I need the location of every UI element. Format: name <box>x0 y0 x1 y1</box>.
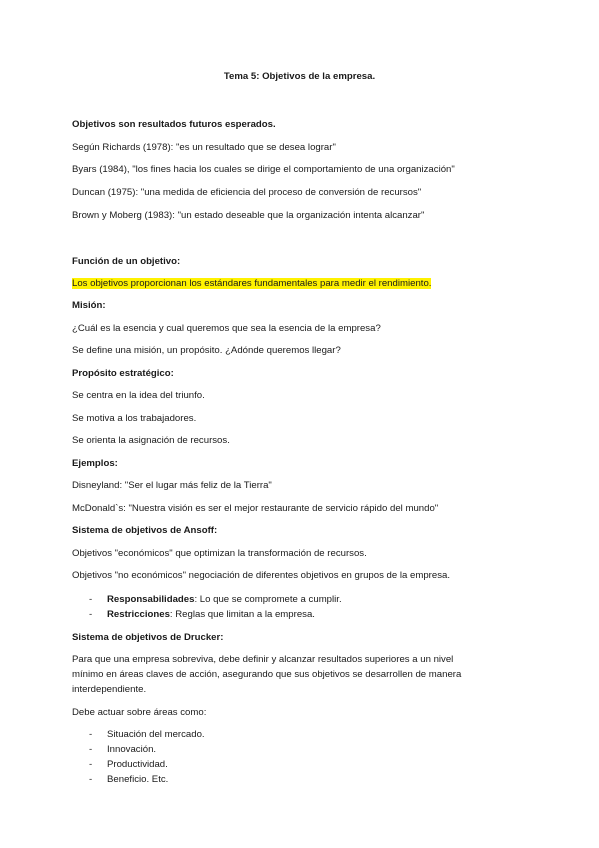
mision-heading: Misión: <box>72 300 106 311</box>
bullet-marker: - <box>89 729 93 740</box>
drucker-paragraph-line: interdependiente. <box>72 684 147 695</box>
bullet-marker: - <box>89 759 93 770</box>
ejemplo-line: Disneyland: "Ser el lugar más feliz de la Tierra" <box>72 480 272 491</box>
proposito-line: Se motiva a los trabajadores. <box>72 413 197 424</box>
bullet-desc: : Lo que se compromete a cumplir. <box>194 594 342 605</box>
bullet-desc: : Reglas que limitan a la empresa. <box>169 609 315 620</box>
bullet-marker: - <box>89 744 93 755</box>
drucker-area-item: Situación del mercado. <box>107 729 205 740</box>
definition-line: Brown y Moberg (1983): "un estado deseable que la organización intenta alcanzar" <box>72 210 425 221</box>
ejemplo-line: McDonald`s: "Nuestra visión es ser el mejor restaurante de servicio rápido del mundo" <box>72 503 439 514</box>
ansoff-line: Objetivos "económicos" que optimizan la transformación de recursos. <box>72 548 367 559</box>
page-title: Tema 5: Objetivos de la empresa. <box>223 71 376 82</box>
mision-line: Se define una misión, un propósito. ¿Adónde queremos llegar? <box>72 345 341 356</box>
ansoff-bullet <box>107 593 342 606</box>
definition-line: Byars (1984), "los fines hacia los cuales se dirige el comportamiento de una organización" <box>72 164 455 175</box>
bullet-term: Restricciones <box>107 609 170 620</box>
proposito-heading: Propósito estratégico: <box>72 368 174 379</box>
drucker-areas-intro: Debe actuar sobre áreas como: <box>72 707 207 718</box>
highlight-text: Los objetivos proporcionan los estándares fundamentales para medir el rendimiento. <box>72 278 432 289</box>
proposito-line: Se centra en la idea del triunfo. <box>72 390 205 401</box>
ansoff-bullet <box>107 608 315 621</box>
ansoff-heading: Sistema de objetivos de Ansoff: <box>72 525 218 536</box>
bullet-marker: - <box>89 594 93 605</box>
drucker-area-item: Beneficio. Etc. <box>107 774 169 785</box>
highlighted-statement <box>72 277 431 290</box>
drucker-paragraph-line: Para que una empresa sobreviva, debe definir y alcanzar resultados superiores a un nivel <box>72 654 454 665</box>
ejemplos-heading: Ejemplos: <box>72 458 118 469</box>
drucker-heading: Sistema de objetivos de Drucker: <box>72 632 224 643</box>
drucker-area-item: Productividad. <box>107 759 168 770</box>
definition-line: Duncan (1975): "una medida de eficiencia del proceso de conversión de recursos" <box>72 187 422 198</box>
bullet-term: Responsabilidades <box>107 594 195 605</box>
drucker-paragraph-line: mínimo en áreas claves de acción, asegurando que sus objetivos se desarrollen de manera <box>72 669 462 680</box>
drucker-area-item: Innovación. <box>107 744 157 755</box>
intro-heading: Objetivos son resultados futuros esperados. <box>72 119 276 130</box>
proposito-line: Se orienta la asignación de recursos. <box>72 435 230 446</box>
definition-line: Según Richards (1978): "es un resultado que se desea lograr" <box>72 142 336 153</box>
bullet-marker: - <box>89 609 93 620</box>
bullet-marker: - <box>89 774 93 785</box>
mision-line: ¿Cuál es la esencia y cual queremos que sea la esencia de la empresa? <box>72 323 381 334</box>
ansoff-line: Objetivos "no económicos" negociación de diferentes objetivos en grupos de la empresa. <box>72 570 450 581</box>
funcion-heading: Función de un objetivo: <box>72 256 181 267</box>
